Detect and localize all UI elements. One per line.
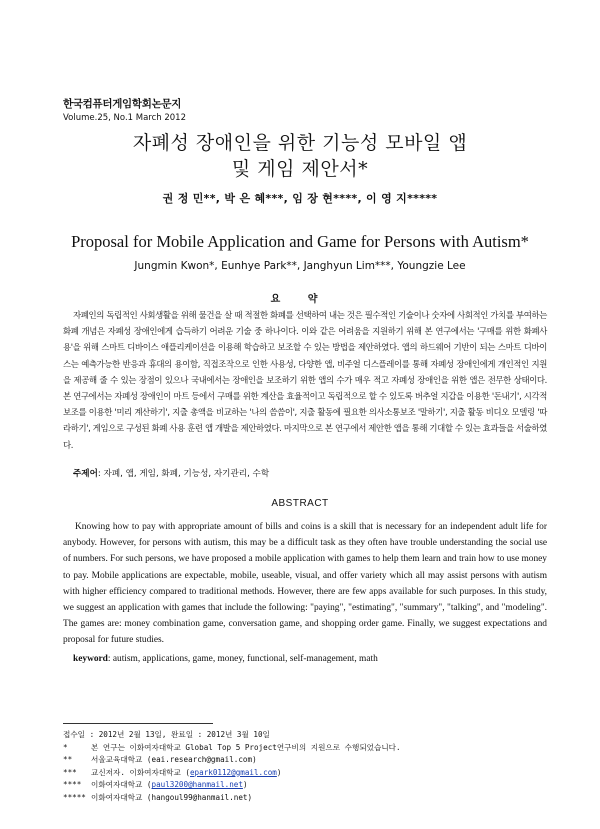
journal-name: 한국컴퓨터게임학회논문지 [63,98,182,110]
journal-header [63,96,186,123]
footnote-text: 교신저자. 이화여자대학교 ( [91,767,190,777]
footnote-author-3 [63,767,553,780]
journal-volume: Volume.25, No.1 March 2012 [63,113,187,123]
footnote-suffix: ) [276,767,282,777]
korean-abstract-body: 자폐인의 독립적인 사회생활을 위해 물건을 살 때 적절한 화폐를 선택하여 내는 것은 필수적인 기술이나 숫자에 사회적인 가치를 부여하는 화폐 개념은 자폐성 장애인에게 습득하기 어려운 기술 중 하나이다. 이와 같은 어려움을 지원하기 위해 본 연구에서는 '구매를 위한 화폐사용'을 위해 스마트 디바이스 애플리케이션을 이용해 학습하고 보조할 수 있는 방법을 제안하였다. 앱의 하드웨어 기반이 되는 스마트 디바이스는 예측가능한 반응과 휴대의 용이함, 직접조작으로 인한 사용성, 다양한 앱, 비주얼 디스플레이를 통해 자폐성 장애인에게 개인적인 지원을 제공해 줄 수 있는 장점이 있으나 국내에서는 장애인을 보조하기 위한 앱의 수가 매우 적고 자폐성 장애인을 위한 앱은 전무한 상태이다. 본 연구에서는 자폐성 장애인이 마트 등에서 구매를 위한 계산을 효율적이고 독립적으로 할 수 있도록 버추얼 지갑을 이용한 '돈내기', 시각적 보조를 이용한 '미리 계산하기', 지출 총액을 비교하는 '나의 씀씀이', 지출 활동에 필요한 의사소통보조 '말하기', 지출 활동 비디오 모델링 '따라하기', 게임으로 구성된 화폐 사용 훈련 앱 개발을 제안하였다. 마지막으로 본 연구에서 제안한 앱을 통해 기대할 수 있는 효과들을 서술하였다. [63,310,547,450]
english-authors: Jungmin Kwon*, Eunhye Park**, Janghyun Lim***, Youngzie Lee [134,260,466,272]
footnote-mark: ** [63,755,73,765]
footnote-text: 서울교육대학교 (eai.research@gmail.com) [91,755,257,765]
footnote-text: 본 연구는 이화여자대학교 Global Top 5 Project연구비의 지원으로 수행되었습니다. [91,742,401,752]
korean-authors: 권 정 민**, 박 은 혜***, 임 장 현****, 이 영 지***** [162,192,438,205]
english-keywords-list: : autism, applications, game, money, functional, self-management, math [107,654,378,664]
footnote-author-4 [63,779,553,792]
email-link[interactable]: epark0112@gmail.com [189,767,277,777]
footnote-mark: * [63,742,68,752]
korean-keywords-label: 주제어 [73,469,98,479]
english-keywords [73,654,543,664]
footnote-mark: *** [63,767,77,777]
footnote-funding [63,742,553,755]
footnote-dates [63,729,553,742]
footnotes [63,729,553,805]
footnote-text: 접수일 : 2012년 2월 13일, 완료일 : 2012년 3월 10일 [63,730,270,739]
korean-keywords-list: : 자폐, 앱, 게임, 화폐, 기능성, 자기관리, 수학 [97,469,270,479]
english-abstract-heading: ABSTRACT [271,498,329,509]
korean-title-line2: 및 게임 제안서* [231,158,369,180]
korean-abstract-heading: 요 약 [270,294,330,305]
footnote-text: 이화여자대학교 ( [91,780,152,790]
korean-keywords [73,467,543,479]
footnote-suffix: ) [242,780,248,790]
english-keywords-label: keyword [73,654,108,664]
english-abstract-body: Knowing how to pay with appropriate amount of bills and coins is a skill that is necessary for an independent adult life for anybody. However, for persons with autism, this may be a difficult task as they often have trouble understanding the social use of numbers. For such persons, we have proposed a mobile application with games to help them learn and train how to use money to pay. Mobile applications are expectable, mobile, useable, visual, and offer variety which all may assist persons with autism with higher efficiency compared to traditional methods. However, there are few apps available for such purposes. In this study, we suggest an application with games that include the following: "paying", "estimating", "summary", "talking", and "modeling". The games are: money combination game, conversation game, and shopping order game. Finally, we suggest expectations and proposal for future studies. [63,522,547,646]
footnote-author-2 [63,754,553,767]
english-title: Proposal for Mobile Application and Game for Persons with Autism* [71,232,529,251]
korean-title-line1: 자폐성 장애인을 위한 기능성 모바일 앱 [132,132,468,154]
footnote-mark: **** [63,780,82,790]
footnote-author-5 [63,792,553,805]
footnote-mark: ***** [63,792,86,802]
email-link[interactable]: paul3200@hanmail.net [151,780,243,790]
footnote-divider [63,723,213,724]
footnote-text: 이화여자대학교 (hangoul99@hanmail.net) [91,792,253,802]
korean-title [0,130,600,182]
